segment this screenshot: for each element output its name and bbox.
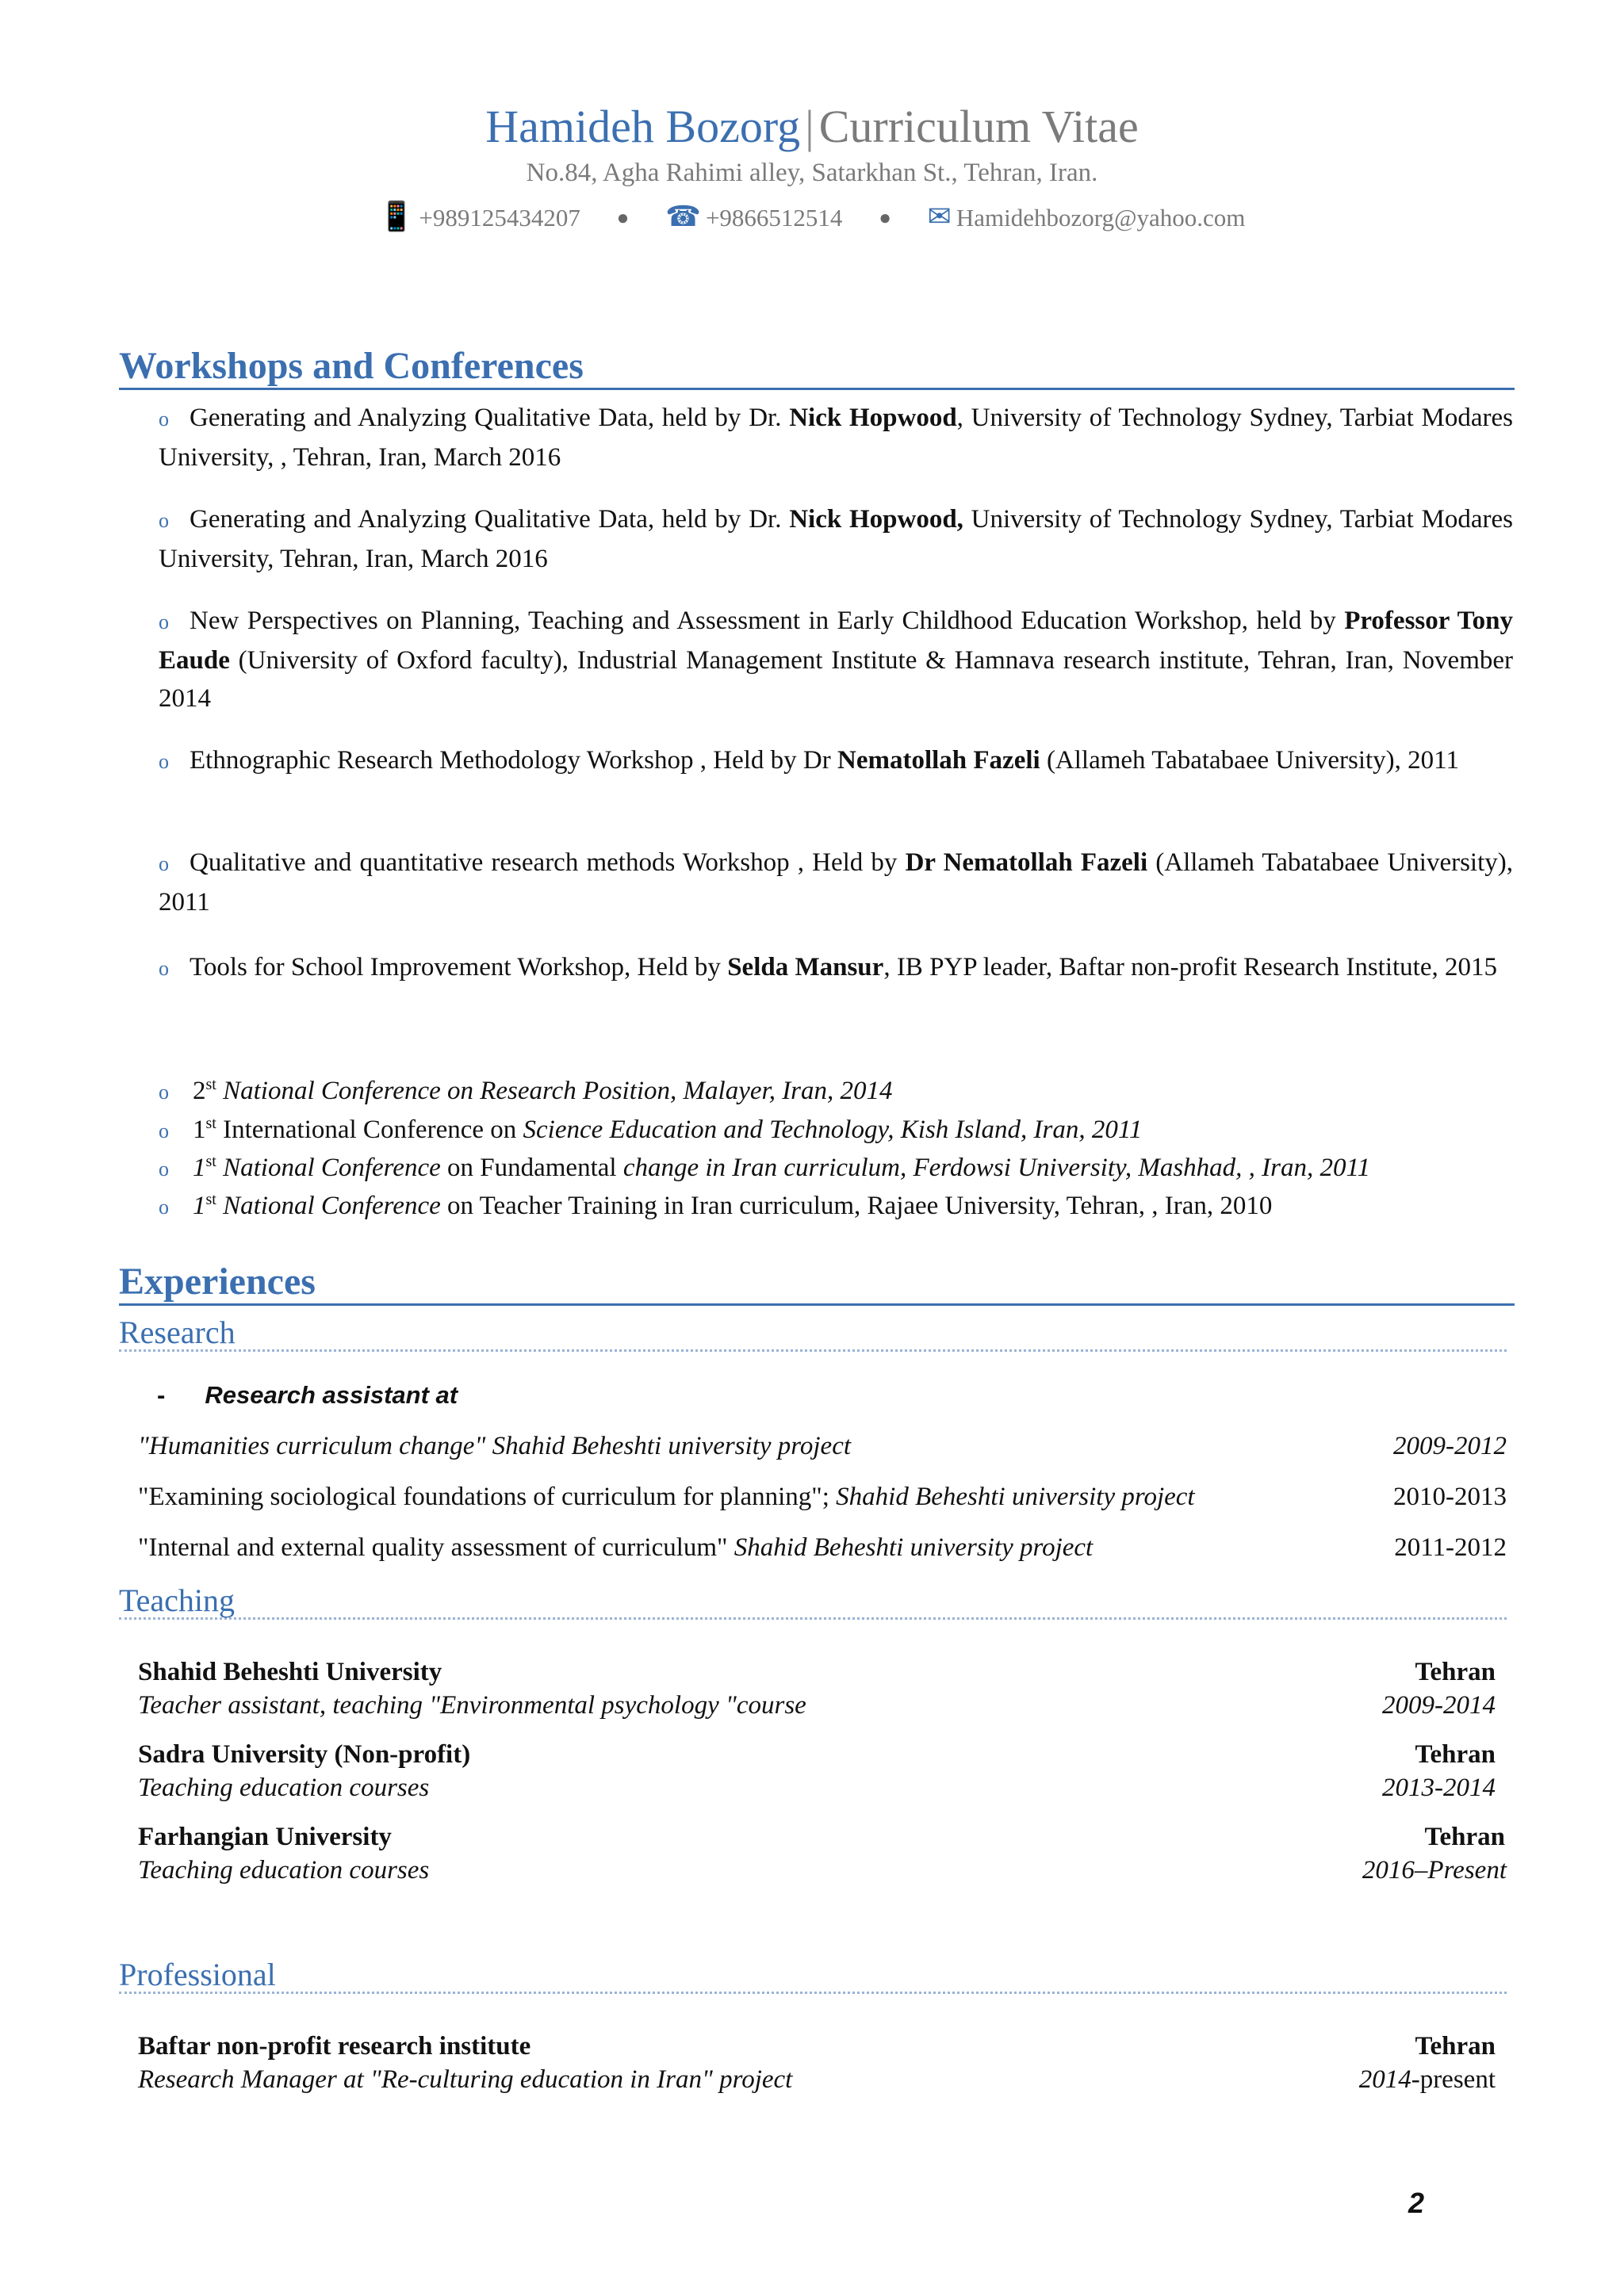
item-text: Qualitative and quantitative research methods Workshop , Held by — [190, 848, 906, 877]
role-row — [138, 1689, 1496, 1722]
role: Teacher assistant, teaching "Environmental psychology "course — [138, 1691, 806, 1720]
years: 2013-2014 — [1382, 1774, 1496, 1802]
item-text: Ethnographic Research Methodology Workshop , Held by Dr — [190, 746, 837, 775]
bullet: o — [159, 750, 169, 773]
conf-num: 1 — [193, 1115, 206, 1144]
row-title-text: "Examining sociological foundations of curriculum for planning"; — [138, 1483, 829, 1511]
item-text: , IB PYP leader, Baftar non-profit Research Institute, 2015 — [883, 953, 1497, 982]
org-row — [138, 1738, 1496, 1771]
item-text: University of Technology Sydney, Tarbiat Modares University, Tehran, Iran, March 2016 — [159, 505, 1513, 573]
conf-num: 1 — [193, 1192, 206, 1220]
item-bold: Dr Nematollah Fazeli — [905, 848, 1148, 877]
conf-text: National Conference — [216, 1192, 441, 1220]
role-row — [138, 1771, 1496, 1804]
item-text: (University of Oxford faculty), Industrial Management Institute & Hamnava research institute, Tehran, Iran, November 2014 — [159, 646, 1513, 713]
conf-sup: st — [205, 1191, 216, 1208]
separator-dot: ● — [616, 206, 630, 229]
org-name: Baftar non-profit research institute — [138, 2032, 531, 2061]
dash: - — [157, 1381, 166, 1409]
row-title-text: "Humanities curriculum change" — [138, 1432, 486, 1460]
row-title — [138, 1478, 1195, 1516]
bullet: o — [159, 852, 169, 875]
email: Hamidehbozorg@yahoo.com — [956, 204, 1246, 232]
conf-sup: st — [205, 1076, 216, 1093]
conf-text: on Teacher Training in Iran curriculum, Rajaee University, Tehran, , Iran, 2010 — [440, 1192, 1273, 1220]
row-title-text: "Internal and external quality assessment of curriculum" — [138, 1533, 728, 1562]
item-text: (Allameh Tabatabaee University), 2011 — [1040, 746, 1459, 775]
org-city: Tehran — [1415, 2032, 1496, 2061]
org-name: Farhangian University — [138, 1823, 392, 1851]
doc-title: Curriculum Vitae — [818, 101, 1139, 152]
conf-sup: st — [205, 1153, 216, 1170]
section-heading-workshops: Workshops and Conferences — [119, 346, 1515, 390]
row-project: Shahid Beheshti university project — [829, 1483, 1195, 1511]
label-text: Research assistant at — [205, 1381, 458, 1409]
bullet: o — [159, 1196, 169, 1219]
item-bold: Nick Hopwood, — [789, 505, 963, 534]
subheading-professional: Professional — [119, 1958, 1507, 1994]
list-item — [159, 500, 1513, 578]
years: 2009-2014 — [1382, 1691, 1496, 1720]
bullet: o — [159, 1158, 169, 1181]
role: Teaching education courses — [138, 1774, 430, 1802]
role: Teaching education courses — [138, 1856, 430, 1885]
conf-text: National Conference on Research Position, Malayer, Iran, 2014 — [216, 1077, 893, 1105]
name: Hamideh Bozorg — [485, 101, 801, 152]
row-years: 2011-2012 — [1394, 1533, 1507, 1562]
role-row — [138, 2063, 1496, 2096]
bullet: o — [159, 509, 169, 532]
subheading-research: Research — [119, 1316, 1507, 1352]
list-item — [159, 948, 1513, 988]
mobile-number: +989125434207 — [419, 204, 580, 232]
years-start: 2014 — [1358, 2065, 1411, 2094]
item-text: Generating and Analyzing Qualitative Data, held by Dr. — [190, 505, 790, 534]
row-project: Shahid Beheshti university project — [485, 1432, 852, 1460]
list-item — [159, 602, 1513, 718]
telephone-icon: ☎ — [665, 201, 701, 232]
page-title — [0, 101, 1624, 152]
envelope-icon: ✉ — [927, 201, 952, 232]
mobile-phone-icon: 📱 — [378, 201, 415, 232]
org-city: Tehran — [1424, 1823, 1505, 1851]
separator-dot: ● — [879, 206, 891, 229]
item-text: Tools for School Improvement Workshop, Held by — [190, 953, 728, 982]
table-row — [138, 1427, 1507, 1465]
item-bold: Nick Hopwood — [789, 404, 957, 432]
org-row — [138, 1655, 1496, 1689]
item-text: (Allameh Tabatabaee University), 2011 — [159, 848, 1514, 916]
list-item — [159, 844, 1513, 921]
table-row — [138, 1529, 1507, 1567]
bullet: o — [159, 1081, 169, 1104]
conf-text: Science Education and Technology, Kish Island, Iran, 2011 — [523, 1115, 1143, 1144]
item-bold: Professor Tony Eaude — [159, 607, 1513, 675]
conf-text: change in Iran curriculum, Ferdowsi University, Mashhad, , Iran, 2011 — [622, 1154, 1371, 1182]
conf-sup: st — [205, 1115, 216, 1132]
bullet: o — [159, 610, 169, 633]
research-assistant-label — [157, 1381, 458, 1410]
address: No.84, Agha Rahimi alley, Satarkhan St., Tehran, Iran. — [526, 159, 1098, 187]
list-item — [159, 399, 1513, 476]
conf-text: National Conference — [216, 1154, 441, 1182]
role: Research Manager at "Re-culturing education in Iran" project — [138, 2065, 793, 2094]
page-number: 2 — [1408, 2187, 1425, 2219]
years-end: -present — [1411, 2065, 1496, 2094]
section-heading-experiences: Experiences — [119, 1262, 1515, 1306]
org-row — [138, 2030, 1496, 2063]
bullet: o — [159, 408, 169, 430]
row-title — [138, 1427, 851, 1465]
org-city: Tehran — [1415, 1740, 1496, 1769]
row-title — [138, 1529, 1093, 1567]
item-text: Generating and Analyzing Qualitative Data, held by Dr. — [190, 404, 790, 432]
conf-text: International Conference on — [216, 1115, 523, 1144]
table-row — [138, 1478, 1507, 1516]
org-row — [138, 1820, 1505, 1854]
list-item — [159, 1181, 1513, 1226]
role-row — [138, 1854, 1507, 1887]
list-item — [159, 741, 1513, 781]
org-name: Sadra University (Non-profit) — [138, 1740, 471, 1769]
conf-num: 2 — [193, 1077, 206, 1105]
phone-number: +9866512514 — [705, 204, 843, 232]
row-years: 2009-2012 — [1393, 1432, 1507, 1460]
contact-line — [0, 200, 1624, 233]
bullet: o — [159, 957, 169, 980]
row-project: Shahid Beheshti university project — [727, 1533, 1094, 1562]
row-years: 2010-2013 — [1393, 1483, 1507, 1511]
title-separator: | — [805, 101, 814, 152]
item-text: , University of Technology Sydney, Tarbiat Modares University, , Tehran, Iran, March 2016 — [159, 404, 1513, 472]
subheading-teaching: Teaching — [119, 1584, 1507, 1620]
item-bold: Selda Mansur — [727, 953, 884, 982]
years — [1359, 2063, 1496, 2096]
bullet: o — [159, 1119, 169, 1142]
years: 2016–Present — [1362, 1856, 1507, 1885]
org-city: Tehran — [1415, 1658, 1496, 1686]
item-text: New Perspectives on Planning, Teaching and Assessment in Early Childhood Education Workshop, held by — [190, 607, 1345, 635]
conf-text: on Fundamental — [440, 1154, 623, 1182]
conf-num: 1 — [193, 1154, 206, 1182]
item-bold: Nematollah Fazeli — [837, 746, 1040, 775]
org-name: Shahid Beheshti University — [138, 1658, 442, 1686]
